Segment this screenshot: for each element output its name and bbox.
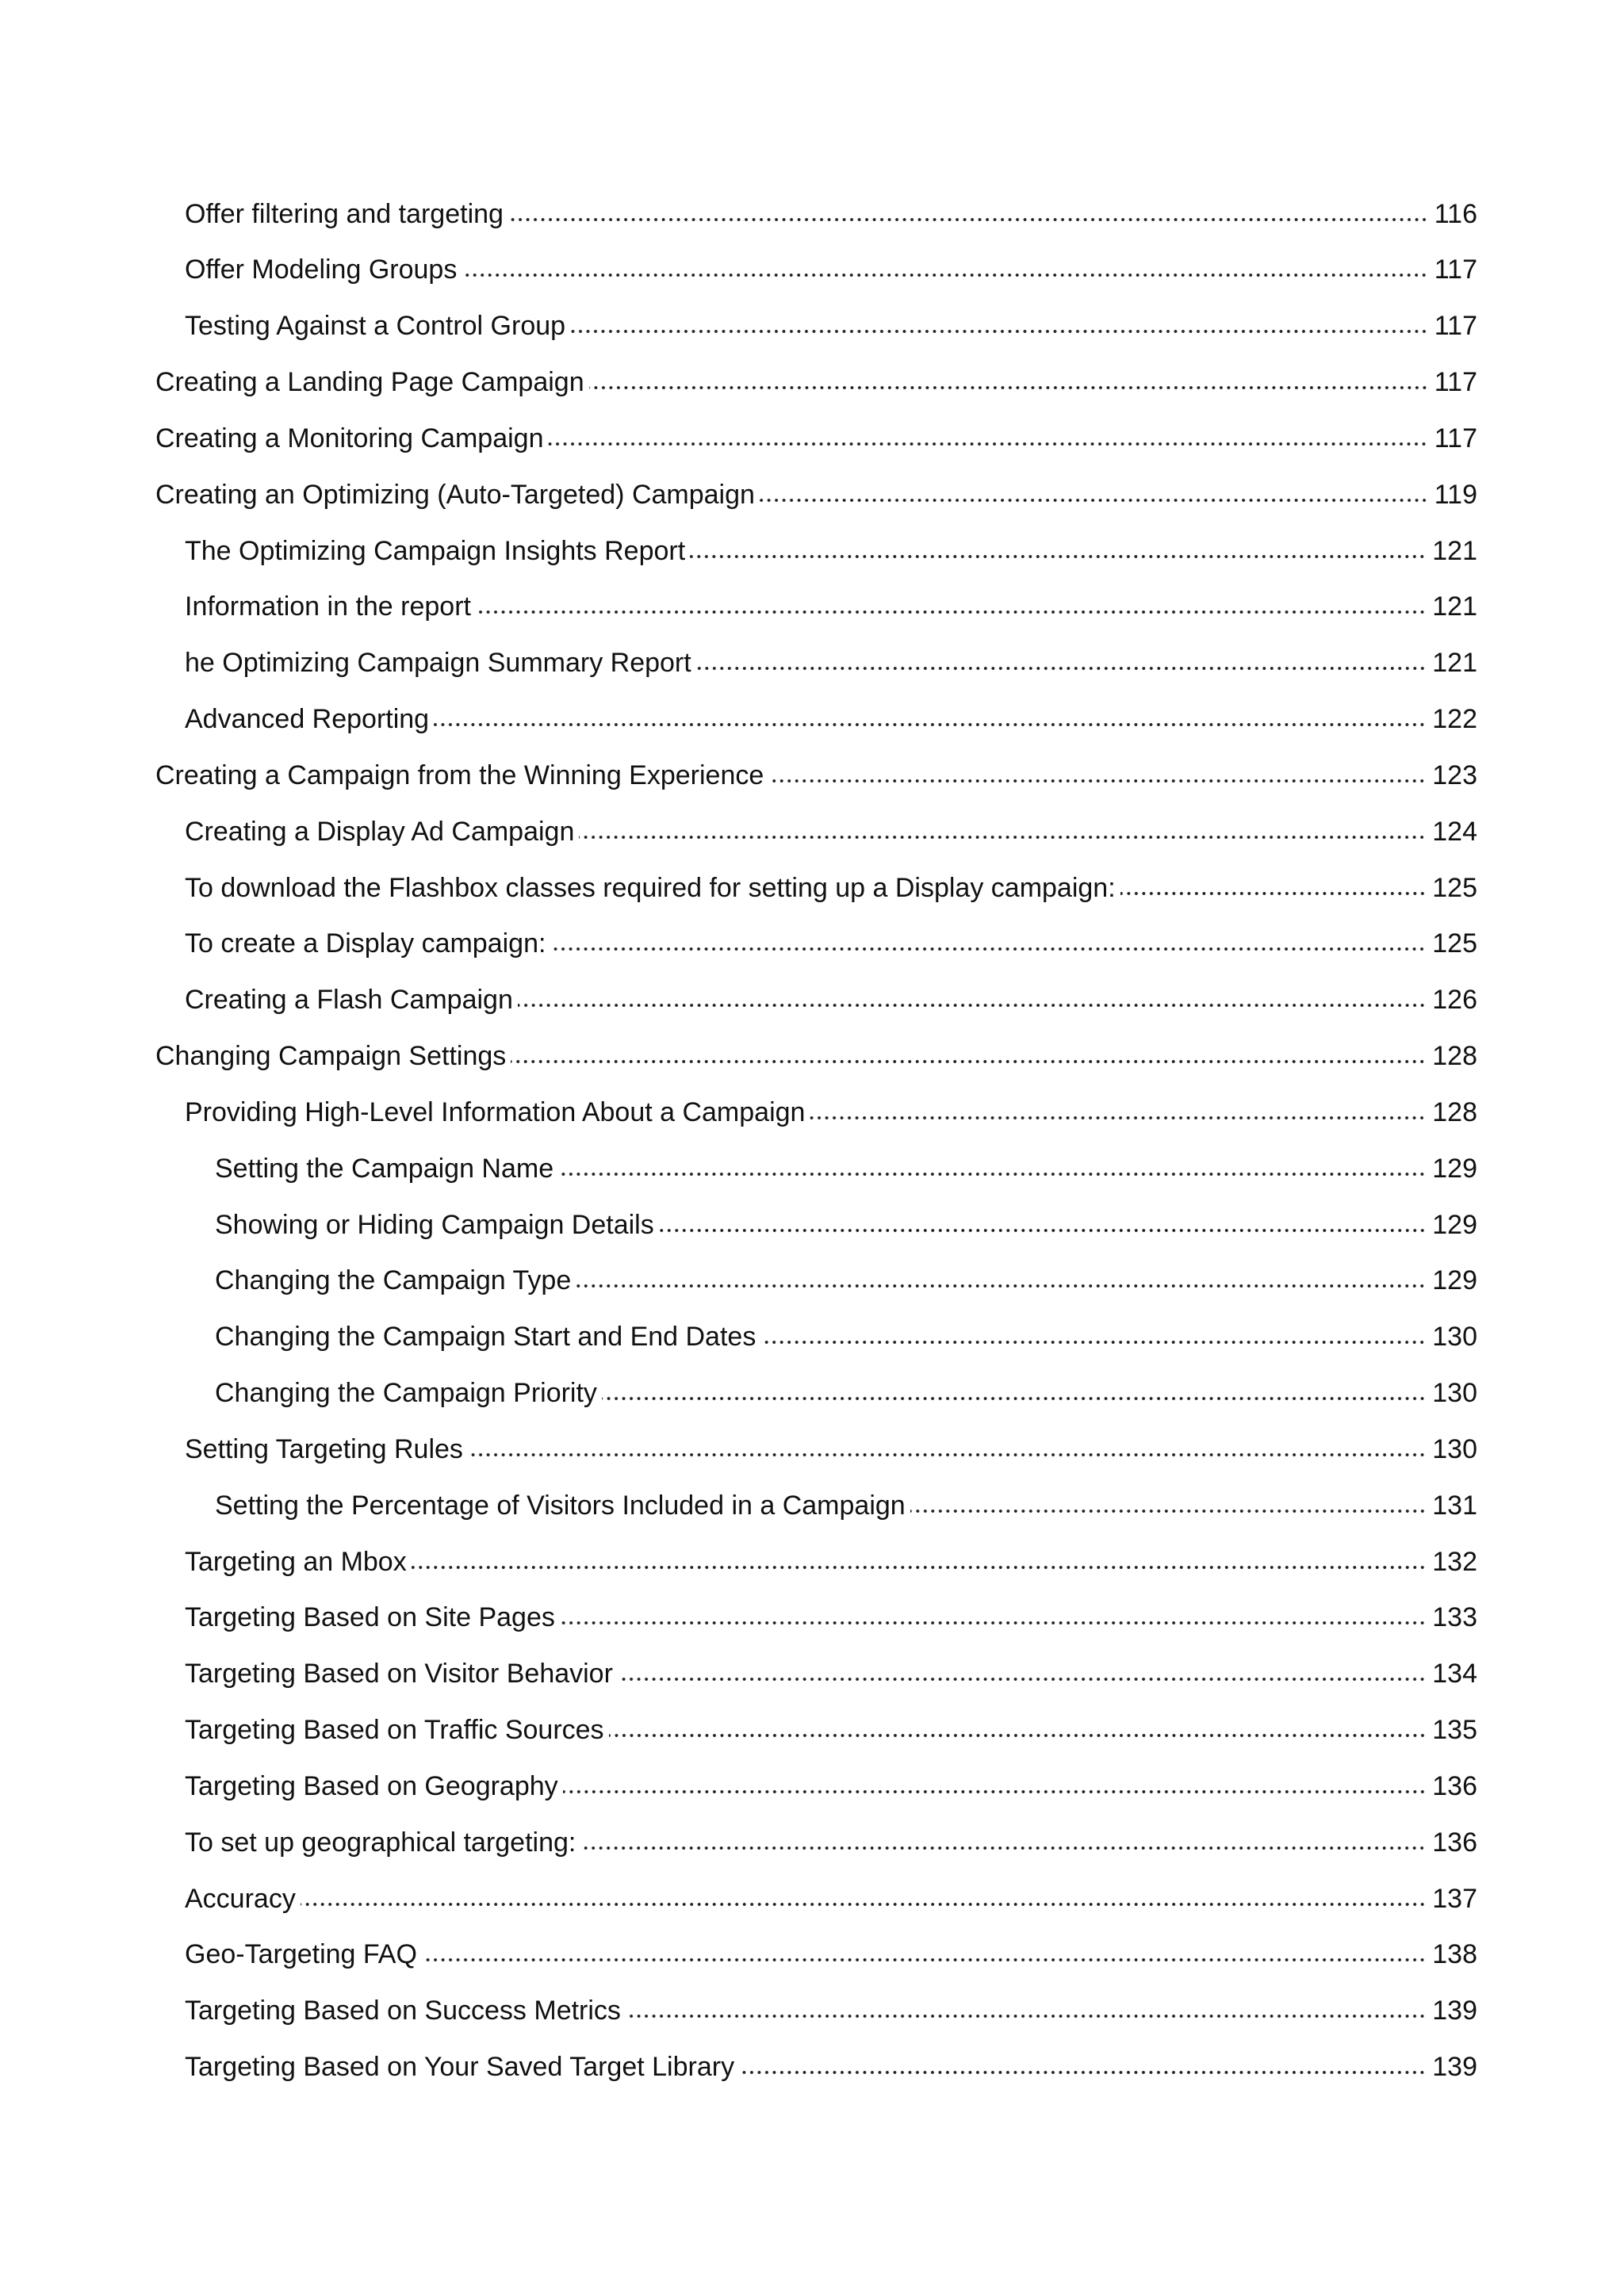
toc-page-number: 124 bbox=[1432, 817, 1477, 847]
toc-entry[interactable] bbox=[185, 1650, 1477, 1689]
toc-dot-leader bbox=[609, 1732, 1427, 1739]
toc-entry[interactable] bbox=[185, 1706, 1477, 1746]
toc-page-number: 139 bbox=[1432, 2052, 1477, 2082]
toc-entry-title: Targeting Based on Geography bbox=[185, 1771, 558, 1801]
toc-dot-leader bbox=[696, 665, 1427, 672]
toc-entry[interactable] bbox=[185, 1931, 1477, 1970]
toc-page-number: 121 bbox=[1432, 648, 1477, 678]
toc-entry-title: Targeting Based on Site Pages bbox=[185, 1602, 555, 1632]
toc-entry-title: To create a Display campaign: bbox=[185, 928, 546, 959]
toc-entry-title: Setting the Campaign Name bbox=[215, 1154, 554, 1184]
toc-page-number: 129 bbox=[1432, 1210, 1477, 1240]
toc-page-number: 137 bbox=[1432, 1884, 1477, 1914]
toc-dot-leader bbox=[579, 834, 1426, 840]
toc-entry[interactable] bbox=[215, 1145, 1477, 1184]
toc-entry[interactable] bbox=[185, 1425, 1477, 1465]
toc-dot-leader bbox=[768, 778, 1426, 784]
toc-entry[interactable] bbox=[215, 1369, 1477, 1409]
toc-page-number: 117 bbox=[1434, 311, 1477, 341]
toc-dot-leader bbox=[468, 1452, 1426, 1458]
toc-page-number: 122 bbox=[1432, 704, 1477, 734]
toc-entry[interactable] bbox=[185, 1594, 1477, 1633]
toc-entry-title: Targeting Based on Your Saved Target Library bbox=[185, 2052, 735, 2082]
toc-page-number: 125 bbox=[1432, 873, 1477, 903]
toc-page-number: 135 bbox=[1432, 1715, 1477, 1745]
toc-entry[interactable] bbox=[185, 1538, 1477, 1578]
toc-page-number: 132 bbox=[1432, 1547, 1477, 1577]
toc-page-number: 126 bbox=[1432, 985, 1477, 1015]
toc-entry-title: Showing or Hiding Campaign Details bbox=[215, 1210, 654, 1240]
toc-entry-title: Creating a Campaign from the Winning Experience bbox=[155, 760, 764, 790]
toc-page-number: 116 bbox=[1434, 199, 1477, 229]
toc-entry[interactable] bbox=[185, 302, 1477, 342]
toc-dot-leader bbox=[511, 1058, 1426, 1065]
toc-dot-leader bbox=[576, 1283, 1426, 1289]
toc-entry-title: Creating a Landing Page Campaign bbox=[155, 367, 584, 397]
toc-entry[interactable] bbox=[155, 471, 1477, 511]
toc-entry[interactable] bbox=[185, 190, 1477, 230]
toc-dot-leader bbox=[760, 497, 1428, 503]
toc-page-number: 117 bbox=[1434, 367, 1477, 397]
toc-page-number: 121 bbox=[1432, 536, 1477, 566]
toc-page-number: 119 bbox=[1434, 480, 1477, 510]
toc-entry[interactable] bbox=[215, 1313, 1477, 1353]
toc-entry[interactable] bbox=[185, 1987, 1477, 2026]
toc-dot-leader bbox=[563, 1789, 1427, 1795]
toc-entry[interactable] bbox=[185, 1819, 1477, 1858]
toc-entry[interactable] bbox=[215, 1482, 1477, 1521]
toc-page-number: 138 bbox=[1432, 1939, 1477, 1969]
toc-dot-leader bbox=[1120, 890, 1427, 897]
toc-dot-leader bbox=[422, 1957, 1426, 1963]
toc-entry[interactable] bbox=[185, 695, 1477, 735]
toc-dot-leader bbox=[550, 946, 1426, 952]
toc-entry[interactable] bbox=[185, 583, 1477, 622]
toc-entry[interactable] bbox=[155, 415, 1477, 454]
toc-entry-title: Providing High-Level Information About a Campaign bbox=[185, 1097, 806, 1127]
toc-entry-title: Creating an Optimizing (Auto-Targeted) Campaign bbox=[155, 480, 755, 510]
toc-entry-title: The Optimizing Campaign Insights Report bbox=[185, 536, 686, 566]
toc-entry-title: Offer Modeling Groups bbox=[185, 254, 458, 285]
toc-entry[interactable] bbox=[185, 808, 1477, 848]
toc-entry-title: Creating a Display Ad Campaign bbox=[185, 817, 575, 847]
toc-dot-leader bbox=[910, 1508, 1427, 1514]
toc-entry-title: Setting Targeting Rules bbox=[185, 1434, 463, 1464]
toc-page-number: 125 bbox=[1432, 928, 1477, 959]
toc-entry[interactable] bbox=[185, 639, 1477, 679]
toc-page-number: 129 bbox=[1432, 1265, 1477, 1295]
toc-dot-leader bbox=[602, 1395, 1426, 1402]
toc-page-number: 128 bbox=[1432, 1041, 1477, 1071]
toc-page-number: 131 bbox=[1432, 1490, 1477, 1521]
toc-dot-leader bbox=[659, 1227, 1427, 1234]
toc-entry-title: Creating a Monitoring Campaign bbox=[155, 423, 544, 453]
toc-page-number: 123 bbox=[1432, 760, 1477, 790]
toc-entry-title: Creating a Flash Campaign bbox=[185, 985, 513, 1015]
toc-entry-title: Testing Against a Control Group bbox=[185, 311, 566, 341]
toc-dot-leader bbox=[560, 1620, 1426, 1626]
toc-entry[interactable] bbox=[185, 1875, 1477, 1915]
toc-page-number: 130 bbox=[1432, 1378, 1477, 1408]
toc-dot-leader bbox=[690, 553, 1426, 560]
toc-entry-title: Changing the Campaign Start and End Dates bbox=[215, 1322, 756, 1352]
toc-page-number: 139 bbox=[1432, 1996, 1477, 2026]
toc-dot-leader bbox=[462, 272, 1427, 278]
toc-dot-leader bbox=[739, 2069, 1426, 2076]
toc-entry[interactable] bbox=[155, 358, 1477, 398]
toc-entry-title: Targeting Based on Success Metrics bbox=[185, 1996, 621, 2026]
toc-page-number: 134 bbox=[1432, 1659, 1477, 1689]
toc-entry-title: Information in the report bbox=[185, 591, 471, 622]
toc-entry[interactable] bbox=[185, 864, 1477, 904]
toc-dot-leader bbox=[476, 609, 1426, 615]
toc-dot-leader bbox=[412, 1564, 1427, 1571]
toc-dot-leader bbox=[810, 1115, 1426, 1121]
toc-page-number: 136 bbox=[1432, 1827, 1477, 1858]
toc-entry[interactable] bbox=[155, 1032, 1477, 1072]
toc-entry-title: Changing the Campaign Priority bbox=[215, 1378, 597, 1408]
toc-dot-leader bbox=[558, 1171, 1426, 1177]
toc-entry[interactable] bbox=[185, 1762, 1477, 1802]
toc-dot-leader bbox=[301, 1901, 1426, 1908]
toc-dot-leader bbox=[618, 1676, 1426, 1682]
toc-page-number: 117 bbox=[1434, 254, 1477, 285]
toc-dot-leader bbox=[589, 385, 1428, 391]
toc-entry-title: Targeting Based on Traffic Sources bbox=[185, 1715, 604, 1745]
toc-entry[interactable] bbox=[185, 527, 1477, 567]
toc-page-number: 130 bbox=[1432, 1322, 1477, 1352]
toc-entry-title: Advanced Reporting bbox=[185, 704, 430, 734]
toc-page-number: 117 bbox=[1434, 423, 1477, 453]
toc-page-number: 136 bbox=[1432, 1771, 1477, 1801]
toc-dot-leader bbox=[570, 328, 1428, 335]
toc-page-number: 130 bbox=[1432, 1434, 1477, 1464]
toc-page-number: 129 bbox=[1432, 1154, 1477, 1184]
toc-dot-leader bbox=[580, 1845, 1426, 1851]
toc-page-number: 133 bbox=[1432, 1602, 1477, 1632]
toc-entry-title: Geo-Targeting FAQ bbox=[185, 1939, 417, 1969]
toc-dot-leader bbox=[548, 441, 1427, 447]
toc-dot-leader bbox=[508, 216, 1428, 223]
toc-page-number: 128 bbox=[1432, 1097, 1477, 1127]
toc-dot-leader bbox=[626, 2013, 1426, 2019]
toc-entry[interactable] bbox=[185, 920, 1477, 959]
toc-entry-title: Targeting Based on Visitor Behavior bbox=[185, 1659, 613, 1689]
toc-entry[interactable] bbox=[185, 2043, 1477, 2083]
toc-dot-leader bbox=[518, 1002, 1426, 1008]
toc-entry[interactable] bbox=[215, 1201, 1477, 1241]
toc-entry-title: Targeting an Mbox bbox=[185, 1547, 407, 1577]
toc-entry-title: Changing the Campaign Type bbox=[215, 1265, 572, 1295]
toc-entry[interactable] bbox=[185, 246, 1477, 285]
toc-entry-title: Setting the Percentage of Visitors Included in a Campaign bbox=[215, 1490, 906, 1521]
toc-entry-title: Changing Campaign Settings bbox=[155, 1041, 507, 1071]
toc-entry-title: he Optimizing Campaign Summary Report bbox=[185, 648, 691, 678]
toc-page-number: 121 bbox=[1432, 591, 1477, 622]
toc-entry[interactable] bbox=[215, 1257, 1477, 1296]
toc-entry[interactable] bbox=[155, 752, 1477, 791]
toc-dot-leader bbox=[434, 721, 1426, 728]
toc-entry-title: To download the Flashbox classes required for setting up a Display campaign: bbox=[185, 873, 1116, 903]
toc-dot-leader bbox=[760, 1339, 1426, 1345]
toc-entry-title: Offer filtering and targeting bbox=[185, 199, 504, 229]
toc-entry[interactable] bbox=[185, 1089, 1477, 1128]
toc-entry[interactable] bbox=[185, 976, 1477, 1016]
toc-entry-title: To set up geographical targeting: bbox=[185, 1827, 576, 1858]
toc-entry-title: Accuracy bbox=[185, 1884, 296, 1914]
